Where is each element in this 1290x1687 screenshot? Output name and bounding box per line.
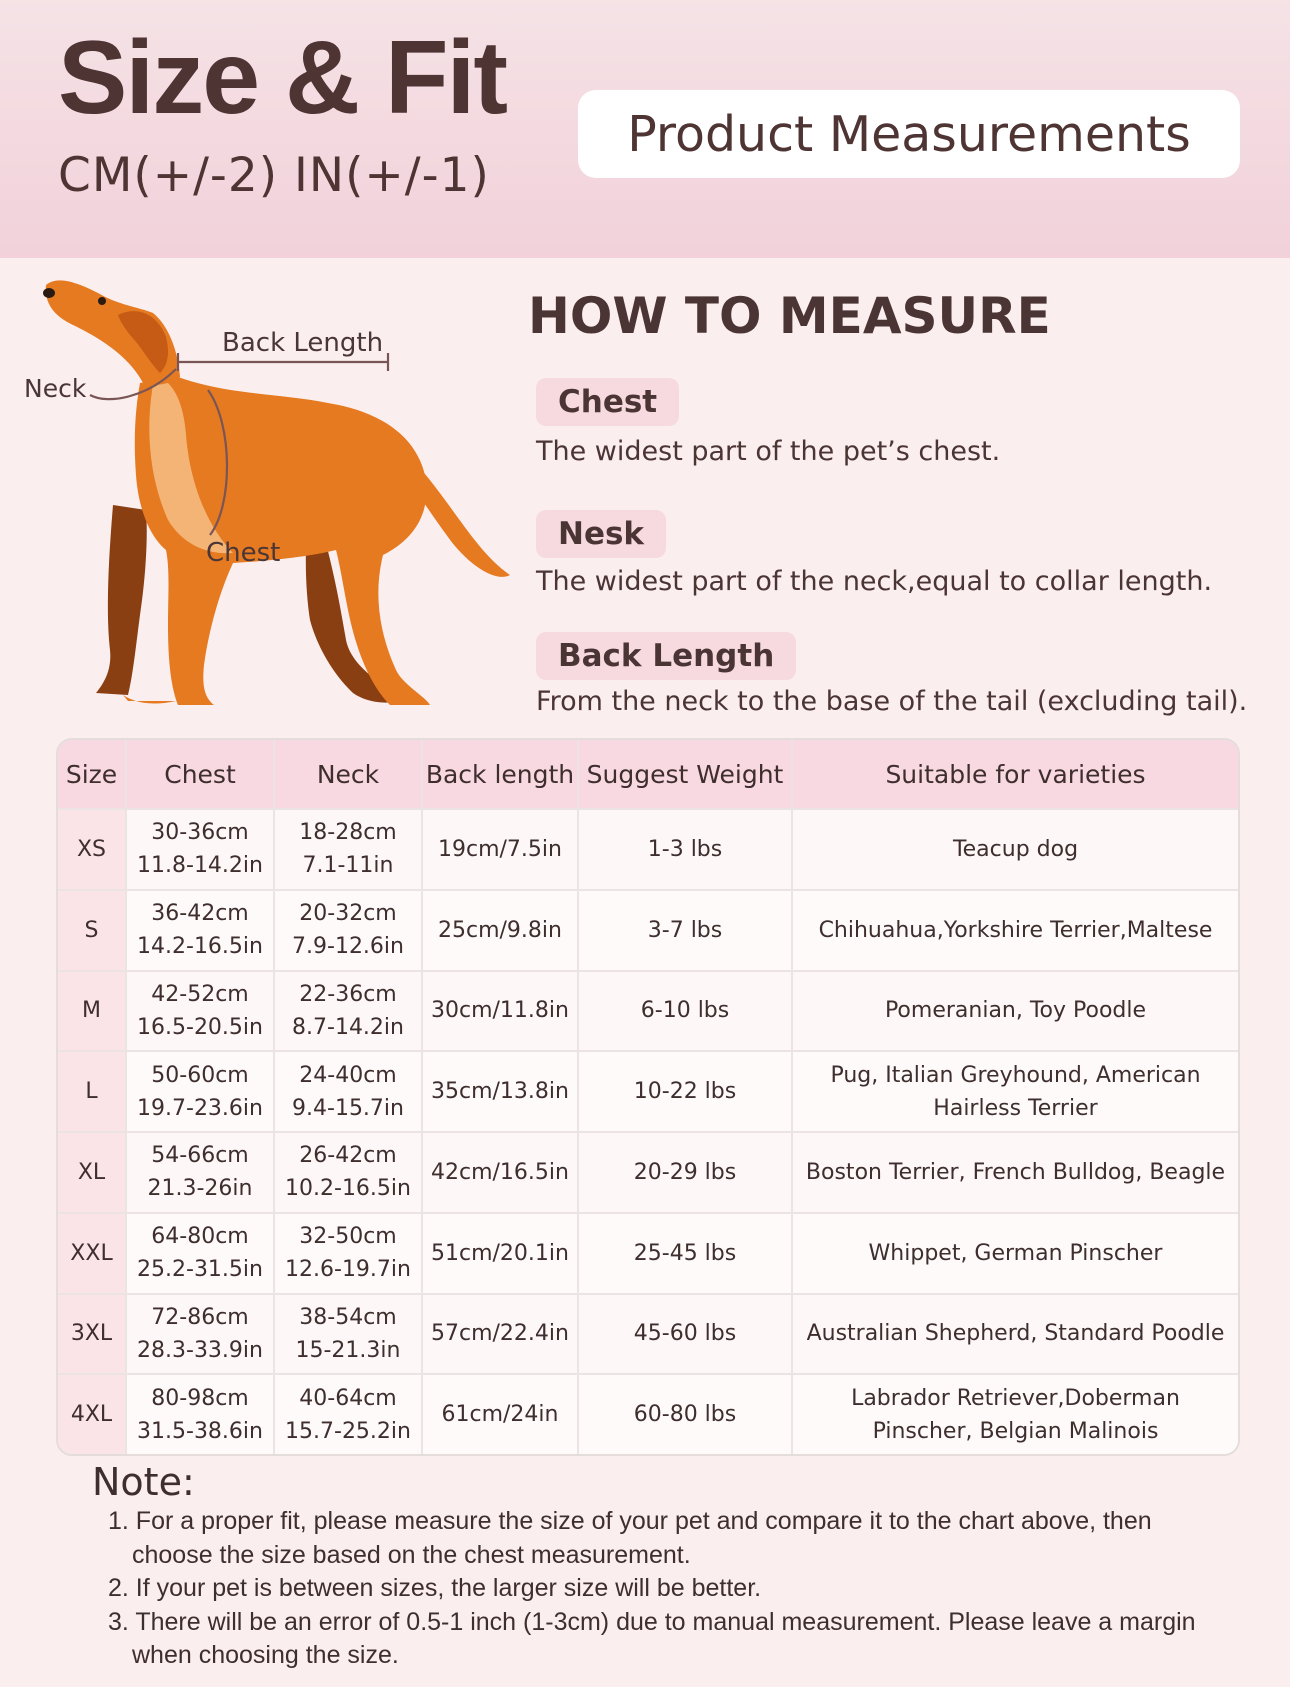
back-length-cell: [422, 971, 578, 1052]
neck-cm: 38-54cm: [299, 1304, 397, 1330]
neck-cm: 18-28cm: [299, 820, 397, 846]
neck-cm: 24-40cm: [299, 1062, 397, 1088]
varieties-line: Teacup dog: [952, 836, 1079, 862]
chest-in: 14.2-16.5in: [137, 934, 263, 960]
chest-cm: 54-66cm: [151, 1143, 249, 1169]
neck-cell: [274, 890, 422, 971]
back-length-value: 61cm/24in: [441, 1402, 559, 1428]
varieties-cell: [792, 1294, 1238, 1375]
note-item: 2. If your pet is between sizes, the larger size will be better.: [108, 1574, 762, 1602]
size-value: S: [84, 917, 99, 943]
neck-cell: [274, 1132, 422, 1213]
header-banner: [0, 0, 1290, 258]
chest-cm: 80-98cm: [151, 1385, 249, 1411]
back-length-value: 30cm/11.8in: [431, 998, 569, 1024]
back-length-pill: Back Length: [536, 632, 796, 680]
weight-cell: [578, 1213, 792, 1294]
header-size: Size: [58, 740, 126, 809]
size-cell: [58, 1374, 126, 1454]
neck-pill: Nesk: [536, 510, 666, 558]
size-cell: [58, 1213, 126, 1294]
table-row: [58, 971, 1238, 1052]
note-title: Note:: [92, 1460, 195, 1504]
header-chest: Chest: [126, 740, 274, 809]
page-title: Size & Fit: [58, 20, 507, 136]
header-back-length: Back length: [422, 740, 578, 809]
neck-cm: 22-36cm: [299, 981, 397, 1007]
size-cell: [58, 1132, 126, 1213]
note-item: 3. There will be an error of 0.5-1 inch (1-3cm) due to manual measurement. Please leave a margin when choosing the size.: [108, 1607, 1196, 1669]
varieties-cell: [792, 971, 1238, 1052]
tolerance-note: CM(+/-2) IN(+/-1): [58, 148, 490, 203]
chest-cell: [126, 1213, 274, 1294]
varieties-line-2: Pinscher, Belgian Malinois: [872, 1418, 1159, 1444]
table-header-row: [58, 740, 1238, 809]
weight-cell: [578, 890, 792, 971]
neck-in: 7.1-11in: [302, 853, 394, 879]
chest-cell: [126, 1294, 274, 1375]
table-row: [58, 1213, 1238, 1294]
neck-in: 8.7-14.2in: [292, 1014, 404, 1040]
chest-cm: 50-60cm: [151, 1062, 249, 1088]
neck-cell: [274, 971, 422, 1052]
table-row: [58, 1051, 1238, 1132]
chest-label: Chest: [206, 538, 281, 568]
size-value: L: [85, 1079, 98, 1105]
header-varieties: Suitable for varieties: [792, 740, 1238, 809]
back-length-cell: [422, 809, 578, 890]
neck-cm: 26-42cm: [299, 1143, 397, 1169]
varieties-cell: [792, 1213, 1238, 1294]
back-length-cell: [422, 1213, 578, 1294]
chest-cm: 42-52cm: [151, 981, 249, 1007]
back-length-value: 19cm/7.5in: [438, 836, 562, 862]
varieties-line-2: Hairless Terrier: [933, 1095, 1098, 1121]
neck-in: 9.4-15.7in: [292, 1095, 404, 1121]
weight-value: 25-45 lbs: [633, 1240, 737, 1266]
chest-in: 19.7-23.6in: [137, 1095, 263, 1121]
weight-value: 3-7 lbs: [647, 917, 723, 943]
chest-cm: 64-80cm: [151, 1224, 249, 1250]
chest-in: 11.8-14.2in: [137, 853, 263, 879]
varieties-line: Pug, Italian Greyhound, American: [830, 1062, 1201, 1088]
neck-cm: 40-64cm: [299, 1385, 397, 1411]
neck-description: The widest part of the neck,equal to collar length.: [536, 566, 1213, 597]
size-value: M: [82, 998, 101, 1024]
chest-cell: [126, 1051, 274, 1132]
product-measurements-badge: [578, 90, 1240, 178]
table-row: [58, 1374, 1238, 1454]
back-length-cell: [422, 1374, 578, 1454]
chest-in: 16.5-20.5in: [137, 1014, 263, 1040]
neck-in: 7.9-12.6in: [292, 934, 404, 960]
back-length-value: 51cm/20.1in: [431, 1240, 569, 1266]
chest-cell: [126, 890, 274, 971]
neck-cell: [274, 809, 422, 890]
header-neck: Neck: [274, 740, 422, 809]
back-length-value: 57cm/22.4in: [431, 1321, 569, 1347]
neck-cm: 20-32cm: [299, 901, 397, 927]
back-length-value: 42cm/16.5in: [431, 1159, 569, 1185]
varieties-line: Boston Terrier, French Bulldog, Beagle: [805, 1159, 1226, 1185]
weight-value: 45-60 lbs: [633, 1321, 737, 1347]
how-to-measure-title: HOW TO MEASURE: [528, 287, 1051, 345]
neck-in: 10.2-16.5in: [285, 1176, 411, 1202]
chest-in: 28.3-33.9in: [137, 1337, 263, 1363]
varieties-cell: [792, 890, 1238, 971]
size-cell: [58, 1294, 126, 1375]
weight-cell: [578, 809, 792, 890]
weight-cell: [578, 1051, 792, 1132]
varieties-cell: [792, 809, 1238, 890]
back-length-cell: [422, 890, 578, 971]
back-length-cell: [422, 1051, 578, 1132]
size-value: 4XL: [70, 1402, 113, 1428]
varieties-line: Labrador Retriever,Doberman: [851, 1385, 1180, 1411]
varieties-line: Chihuahua,Yorkshire Terrier,Maltese: [818, 917, 1213, 943]
chest-cm: 30-36cm: [151, 820, 249, 846]
neck-in: 12.6-19.7in: [285, 1257, 411, 1283]
back-length-cell: [422, 1132, 578, 1213]
back-length-value: 35cm/13.8in: [431, 1079, 569, 1105]
chest-cell: [126, 1132, 274, 1213]
note-list: [108, 1505, 1238, 1673]
varieties-line: Whippet, German Pinscher: [868, 1240, 1163, 1266]
chest-cm: 36-42cm: [151, 901, 249, 927]
back-length-value: 25cm/9.8in: [438, 917, 562, 943]
chest-in: 31.5-38.6in: [137, 1418, 263, 1444]
neck-label: Neck: [24, 374, 87, 403]
chest-pill: Chest: [536, 378, 679, 426]
varieties-cell: [792, 1374, 1238, 1454]
size-value: XXL: [70, 1240, 113, 1266]
weight-value: 1-3 lbs: [647, 836, 723, 862]
note-item: 1. For a proper fit, please measure the size of your pet and compare it to the chart above, then choose the size based on the chest measurement.: [108, 1507, 1152, 1569]
chest-description: The widest part of the pet’s chest.: [536, 436, 1001, 467]
size-cell: [58, 890, 126, 971]
weight-cell: [578, 971, 792, 1052]
varieties-line: Pomeranian, Toy Poodle: [884, 998, 1147, 1024]
chest-in: 21.3-26in: [147, 1176, 253, 1202]
neck-in: 15.7-25.2in: [285, 1418, 411, 1444]
size-cell: [58, 1051, 126, 1132]
neck-cell: [274, 1294, 422, 1375]
size-table: [56, 738, 1240, 1456]
size-value: XL: [77, 1159, 106, 1185]
back-length-description: From the neck to the base of the tail (excluding tail).: [536, 686, 1248, 717]
chest-cm: 72-86cm: [151, 1304, 249, 1330]
table-row: [58, 1132, 1238, 1213]
back-length-label: Back Length: [222, 328, 384, 358]
neck-in: 15-21.3in: [295, 1337, 401, 1363]
weight-value: 60-80 lbs: [633, 1402, 737, 1428]
neck-cell: [274, 1213, 422, 1294]
badge-label: Product Measurements: [627, 105, 1191, 163]
size-cell: [58, 971, 126, 1052]
weight-value: 20-29 lbs: [633, 1159, 737, 1185]
weight-cell: [578, 1294, 792, 1375]
chest-cell: [126, 971, 274, 1052]
neck-cell: [274, 1051, 422, 1132]
varieties-cell: [792, 1132, 1238, 1213]
table-row: [58, 809, 1238, 890]
chest-cell: [126, 1374, 274, 1454]
weight-cell: [578, 1132, 792, 1213]
table-row: [58, 890, 1238, 971]
dog-measure-diagram: [18, 265, 563, 725]
varieties-cell: [792, 1051, 1238, 1132]
size-value: XS: [76, 836, 107, 862]
size-value: 3XL: [70, 1321, 113, 1347]
weight-cell: [578, 1374, 792, 1454]
header-suggest-weight: Suggest Weight: [578, 740, 792, 809]
chest-cell: [126, 809, 274, 890]
table-row: [58, 1294, 1238, 1375]
weight-value: 6-10 lbs: [640, 998, 730, 1024]
weight-value: 10-22 lbs: [633, 1079, 737, 1105]
chest-in: 25.2-31.5in: [137, 1257, 263, 1283]
neck-cell: [274, 1374, 422, 1454]
varieties-line: Australian Shepherd, Standard Poodle: [806, 1321, 1225, 1347]
size-cell: [58, 809, 126, 890]
back-length-cell: [422, 1294, 578, 1375]
neck-cm: 32-50cm: [299, 1224, 397, 1250]
